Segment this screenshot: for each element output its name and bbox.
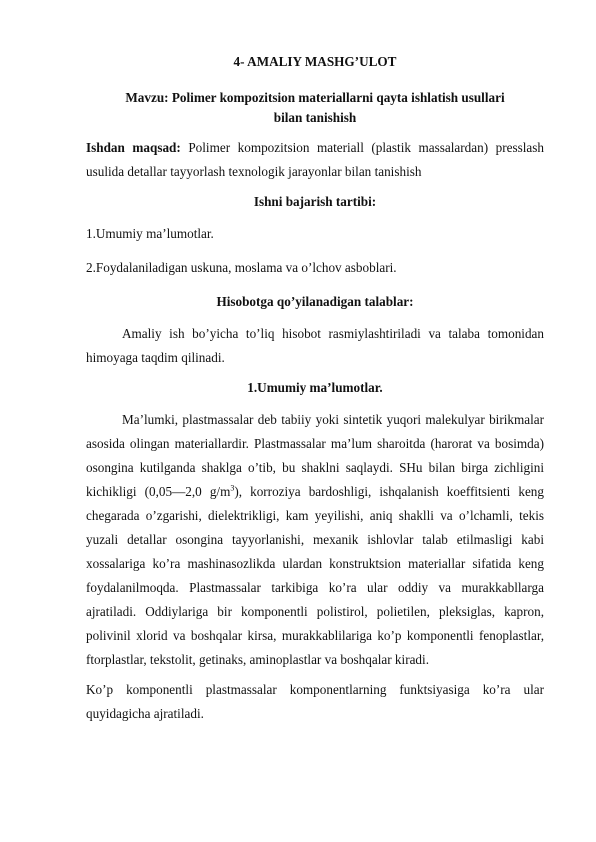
goal-text: Polimer kompozitsion materiall (plastik massalardan) presslash usulida detallar tayyorlash texnologik jarayonlar bilan tanishish [86, 140, 544, 179]
goal-label: Ishdan maqsad: [86, 140, 181, 155]
general-text-part-1: Ma’lumki, plastmassalar deb tabiiy yoki sintetik yuqori malekulyar birikmalar asosida olingan materiallardir. Plastmassalar ma’lum sharoitda (harorat va bosimda) osongina kutilganda shaklga o’tib, bu shaklni saqlaydi. SHu bilan birga zichligini kichikligi (0,05—2,0 g/m [86, 412, 544, 499]
superscript-cube: 3 [230, 483, 235, 493]
topic-line-2: bilan tanishish [273, 110, 357, 125]
page-title: 4- AMALIY MASHG’ULOT [233, 54, 397, 69]
order-item-1: 1.Umumiy ma’lumotlar. [86, 226, 214, 241]
order-item-2: 2.Foydalaniladigan uskuna, moslama va o’lchov asboblari. [86, 260, 397, 275]
goal-paragraph [86, 136, 544, 184]
topic-line-1: Mavzu: Polimer kompozitsion materiallarni qayta ishlatish usullari [125, 90, 505, 105]
general-heading: 1.Umumiy ma’lumotlar. [247, 380, 383, 395]
topic [86, 88, 544, 128]
order-heading: Ishni bajarish tartibi: [253, 194, 377, 209]
general-paragraph [86, 408, 544, 672]
closing-paragraph: Ko’p komponentli plastmassalar komponentlarning funktsiyasiga ko’ra ular quyidagicha ajratiladi. [86, 682, 544, 721]
report-paragraph: Amaliy ish bo’yicha to’liq hisobot rasmiylashtiriladi va talaba tomonidan himoyaga taqdim qilinadi. [86, 326, 544, 365]
document-page [86, 52, 544, 732]
general-text-part-2: ), korroziya bardoshligi, ishqalanish koeffitsienti keng chegarada o’zgarishi, dielektrikligi, kam yeyilishi, aniq shaklli va o’lchamli, tekis yuzali detallar osongina tayyorlanishi, mexanik ishlovlar talab etilmasligi kabi xossalariga ko’ra mashinasozlikda ulardan konstruktsion materiallar sifatida keng foydalanilmoqda. Plastmassalar tarkibiga ko’ra ular oddiy va murakkabllarga ajratiladi. Oddiylariga bir komponentli polistirol, polietilen, pleksiglas, kapron, polivinil xlorid va boshqalar kirsa, murakkablilariga ko’p komponentli fenoplastlar, ftorplastlar, tekstolit, getinaks, aminoplastlar va boshqalar kiradi. [86, 484, 544, 667]
report-heading: Hisobotga qo’yilanadigan talablar: [216, 294, 414, 309]
